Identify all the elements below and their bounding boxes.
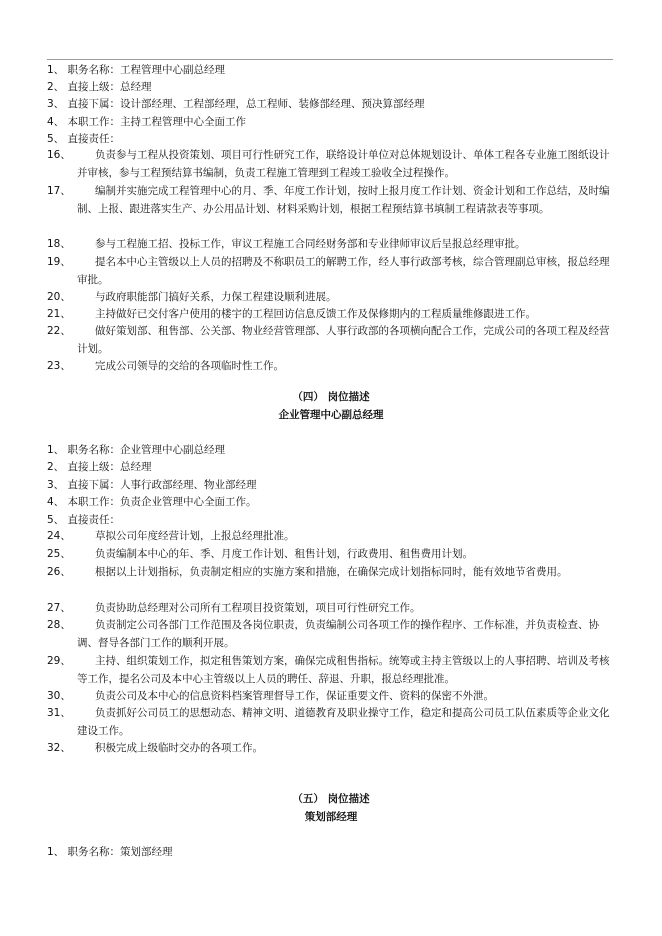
duty-number: 25、 <box>47 548 71 560</box>
duty-number: 20、 <box>47 291 71 303</box>
duty-number: 18、 <box>47 238 71 250</box>
duty-number: 23、 <box>47 360 71 372</box>
section-heading: （五） 岗位描述 <box>292 793 370 805</box>
duty-text: 负责公司及本中心的信息资料档案管理督导工作，保证重要文件、资料的保密不外泄。 <box>95 690 494 702</box>
duty-text: 负责参与工程从投资策划、项目可行性研究工作，联络设计单位对总体规划设计、单体工程各专业施工图纸设计并审核，参与工程预结算书编制，负责工程施工管理到工程竣工验收全过程操作。 <box>77 149 610 179</box>
info-line: 1、 职务名称：企业管理中心副总经理 <box>47 444 226 456</box>
info-line: 4、 本职工作：主持工程管理中心全面工作 <box>47 116 247 128</box>
header-rule <box>47 59 613 60</box>
duty-item <box>47 182 617 218</box>
duty-number: 17、 <box>47 185 71 197</box>
section-heading: （四） 岗位描述 <box>292 391 370 403</box>
duty-text: 积极完成上级临时交办的各项工作。 <box>95 742 263 754</box>
info-line: 2、 直接上级：总经理 <box>47 461 152 473</box>
duty-item <box>47 253 617 289</box>
duty-item <box>47 545 617 563</box>
duty-text: 主持、组织策划工作，拟定租售策划方案，确保完成租售指标。统筹或主持主管级以上的人事招聘、培训及考核等工作，提名公司及本中心主管级以上人员的聘任、辞退、升职，报总经理批准。 <box>77 655 610 685</box>
duty-number: 24、 <box>47 530 71 542</box>
info-line: 4、 本职工作：负责企业管理中心全面工作。 <box>47 496 257 508</box>
duty-number: 16、 <box>47 149 71 161</box>
duty-text: 负责协助总经理对公司所有工程项目投资策划，项目可行性研究工作。 <box>95 602 421 614</box>
duty-text: 提名本中心主管级以上人员的招聘及不称职员工的解聘工作，经人事行政部考核，综合管理副总审核，报总经理审批。 <box>77 256 610 286</box>
duty-text: 负责编制本中心的年、季、月度工作计划、租售计划，行政费用、租售费用计划。 <box>95 548 473 560</box>
duty-text: 编制并实施完成工程管理中心的月、季、年度工作计划，按时上报月度工作计划、资金计划和工作总结，及时编制、上报、跟进落实生产、办公用品计划、材料采购计划，根据工程预结算书填制工程请款表等事项。 <box>77 185 610 215</box>
duty-item <box>47 599 617 617</box>
duty-item <box>47 288 617 306</box>
duty-text: 根据以上计划指标，负责制定相应的实施方案和措施，在确保完成计划指标同时，能有效地节省费用。 <box>95 566 568 578</box>
duty-item <box>47 235 617 253</box>
section-subheading: 策划部经理 <box>304 811 358 823</box>
duty-number: 28、 <box>47 619 71 631</box>
duty-text: 与政府职能部门搞好关系，力保工程建设顺利进展。 <box>95 291 337 303</box>
duty-number: 32、 <box>47 742 71 754</box>
duty-item <box>47 687 617 705</box>
info-line: 5、 直接责任： <box>47 514 121 526</box>
duty-text: 做好策划部、租售部、公关部、物业经营管理部、人事行政部的各项横向配合工作，完成公司的各项工程及经营计划。 <box>77 325 610 355</box>
duty-number: 30、 <box>47 690 71 702</box>
duty-item <box>47 322 617 358</box>
duty-number: 27、 <box>47 602 71 614</box>
duty-item <box>47 305 617 323</box>
info-line: 5、 直接责任： <box>47 133 121 145</box>
duty-text: 参与工程施工招、投标工作，审议工程施工合同经财务部和专业律师审议后呈报总经理审批。 <box>95 238 526 250</box>
duty-text: 负责抓好公司员工的思想动态、精神文明、道德教育及职业操守工作，稳定和提高公司员工队伍素质等企业文化建设工作。 <box>77 707 610 737</box>
duty-number: 31、 <box>47 707 71 719</box>
duty-text: 负责制定公司各部门工作范围及各岗位职责，负责编制公司各项工作的操作程序、工作标准，并负责检查、协调、督导各部门工作的顺利开展。 <box>77 619 599 649</box>
info-line: 2、 直接上级：总经理 <box>47 81 152 93</box>
duty-item <box>47 527 617 545</box>
info-line: 1、 职务名称：策划部经理 <box>47 846 173 858</box>
duty-number: 22、 <box>47 325 71 337</box>
duty-item <box>47 652 617 688</box>
duty-number: 19、 <box>47 256 71 268</box>
duty-item <box>47 739 617 757</box>
duty-text: 草拟公司年度经营计划，上报总经理批准。 <box>95 530 295 542</box>
duty-item <box>47 146 617 182</box>
duty-item <box>47 357 617 375</box>
duty-item <box>47 563 617 581</box>
duty-text: 主持做好已交付客户使用的楼宇的工程回访信息反馈工作及保修期内的工程质量维修跟进工作。 <box>95 308 536 320</box>
duty-item <box>47 704 617 740</box>
duty-number: 26、 <box>47 566 71 578</box>
duty-number: 21、 <box>47 308 71 320</box>
duty-text: 完成公司领导的交给的各项临时性工作。 <box>95 360 284 372</box>
info-line: 3、 直接下属：设计部经理、工程部经理，总工程师、装修部经理、预决算部经理 <box>47 98 425 110</box>
duty-item <box>47 616 617 652</box>
duty-number: 29、 <box>47 655 71 667</box>
info-line: 3、 直接下属：人事行政部经理、物业部经理 <box>47 479 257 491</box>
section-subheading: 企业管理中心副总经理 <box>278 409 384 421</box>
info-line: 1、 职务名称：工程管理中心副总经理 <box>47 64 226 76</box>
